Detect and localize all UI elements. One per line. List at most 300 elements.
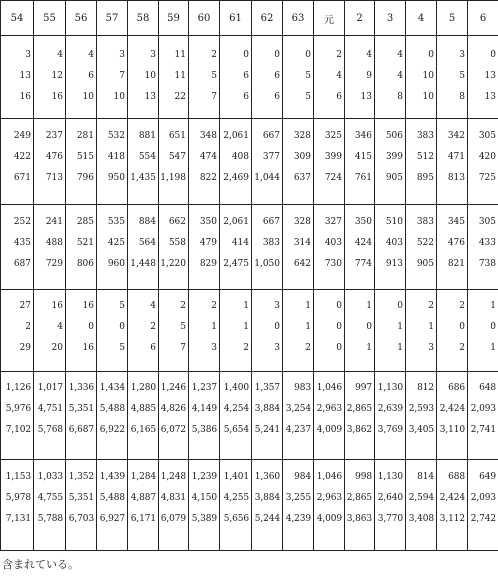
cell-value: 637 [293, 173, 311, 183]
table-cell [1, 460, 34, 551]
cell-value: 4,831 [160, 493, 186, 503]
table-cell [252, 119, 283, 205]
cell-value: 2,093 [470, 493, 496, 503]
cell-value: 6 [336, 92, 342, 102]
cell-value: 5,351 [68, 493, 94, 503]
table-cell [220, 372, 252, 460]
cell-value: 10 [144, 71, 156, 81]
cell-value: 2,640 [377, 493, 403, 503]
cell-value: 812 [417, 383, 434, 393]
cell-value: 5,389 [191, 514, 217, 524]
column-header: 60 [189, 1, 220, 36]
cell-value: 5 [180, 322, 186, 332]
cell-value: 725 [478, 173, 496, 183]
cell-value: 0 [274, 322, 280, 332]
cell-value: 558 [168, 238, 186, 248]
cell-value: 327 [324, 217, 342, 227]
table-cell [437, 372, 468, 460]
table-cell [97, 205, 128, 290]
cell-value: 686 [448, 383, 465, 393]
cell-value: 1,284 [130, 472, 156, 482]
table-cell [283, 372, 314, 460]
cell-value: 488 [45, 238, 63, 248]
cell-value: 6,079 [160, 514, 186, 524]
table-cell [375, 119, 406, 205]
column-header: 61 [220, 1, 252, 36]
cell-value: 0 [119, 322, 125, 332]
cell-value: 5,488 [99, 404, 125, 414]
cell-value: 10 [422, 71, 434, 81]
table-cell [189, 460, 220, 551]
cell-value: 3 [150, 50, 156, 60]
cell-value: 2,963 [316, 404, 342, 414]
cell-value: 1,439 [99, 472, 125, 482]
cell-value: 5,386 [191, 425, 217, 435]
cell-value: 4,751 [37, 404, 63, 414]
table-cell [1, 205, 34, 290]
cell-value: 4 [88, 50, 94, 60]
table-cell [252, 36, 283, 119]
cell-value: 5 [459, 71, 465, 81]
cell-value: 687 [13, 259, 31, 269]
cell-value: 6 [274, 92, 280, 102]
cell-value: 796 [76, 173, 94, 183]
cell-value: 3,862 [346, 425, 372, 435]
cell-value: 471 [447, 152, 465, 162]
table-body [1, 36, 498, 551]
cell-value: 905 [416, 259, 434, 269]
cell-value: 6 [243, 71, 249, 81]
cell-value: 414 [231, 238, 249, 248]
cell-value: 6 [150, 343, 156, 353]
cell-value: 724 [324, 173, 342, 183]
cell-value: 4,149 [191, 404, 217, 414]
cell-value: 2,741 [470, 425, 496, 435]
table-cell [375, 36, 406, 119]
cell-value: 884 [138, 217, 156, 227]
column-header: 55 [34, 1, 66, 36]
table-cell [34, 460, 66, 551]
cell-value: 813 [447, 173, 465, 183]
cell-value: 5 [119, 343, 125, 353]
column-header: 2 [345, 1, 375, 36]
cell-value: 662 [168, 217, 186, 227]
cell-value: 422 [13, 152, 31, 162]
cell-value: 1,044 [254, 173, 280, 183]
table-cell [97, 460, 128, 551]
table-cell [159, 119, 189, 205]
cell-value: 2 [459, 301, 465, 311]
cell-value: 510 [385, 217, 403, 227]
cell-value: 1 [366, 343, 372, 353]
cell-value: 408 [231, 152, 249, 162]
cell-value: 730 [324, 259, 342, 269]
cell-value: 403 [385, 238, 403, 248]
table-cell [345, 205, 375, 290]
cell-value: 895 [416, 173, 434, 183]
cell-value: 4,239 [285, 514, 311, 524]
table-cell [283, 205, 314, 290]
table-cell [128, 460, 159, 551]
cell-value: 4,237 [285, 425, 311, 435]
cell-value: 0 [243, 50, 249, 60]
cell-value: 2,865 [346, 404, 372, 414]
cell-value: 4,887 [130, 493, 156, 503]
cell-value: 309 [293, 152, 311, 162]
table-cell [468, 119, 498, 205]
cell-value: 433 [478, 238, 496, 248]
cell-value: 0 [305, 50, 311, 60]
table-cell [252, 372, 283, 460]
cell-value: 16 [51, 301, 63, 311]
cell-value: 12 [51, 71, 63, 81]
table-row-group [1, 460, 498, 551]
table-cell [283, 36, 314, 119]
cell-value: 1,434 [99, 383, 125, 393]
table-cell [189, 290, 220, 372]
cell-value: 1,400 [223, 383, 249, 393]
table-cell [1, 290, 34, 372]
cell-value: 0 [397, 301, 403, 311]
cell-value: 688 [448, 472, 465, 482]
cell-value: 5 [305, 92, 311, 102]
cell-value: 0 [428, 50, 434, 60]
table-cell [220, 119, 252, 205]
cell-value: 667 [262, 131, 280, 141]
table-cell [66, 290, 97, 372]
cell-value: 1 [397, 343, 403, 353]
cell-value: 305 [478, 131, 496, 141]
table-cell [159, 290, 189, 372]
cell-value: 5 [211, 71, 217, 81]
cell-value: 10 [422, 92, 434, 102]
cell-value: 285 [76, 217, 94, 227]
cell-value: 3,863 [346, 514, 372, 524]
table-cell [406, 36, 437, 119]
cell-value: 2,061 [223, 217, 249, 227]
cell-value: 1 [490, 343, 496, 353]
cell-value: 2,865 [346, 493, 372, 503]
table-cell [220, 290, 252, 372]
cell-value: 281 [76, 131, 94, 141]
cell-value: 13 [144, 92, 156, 102]
cell-value: 3,884 [254, 404, 280, 414]
table-cell [406, 372, 437, 460]
cell-value: 1,046 [316, 383, 342, 393]
cell-value: 4 [397, 71, 403, 81]
column-header: 56 [66, 1, 97, 36]
cell-value: 16 [51, 92, 63, 102]
cell-value: 649 [479, 472, 496, 482]
cell-value: 0 [490, 50, 496, 60]
cell-value: 3 [119, 50, 125, 60]
cell-value: 10 [113, 92, 125, 102]
cell-value: 314 [293, 238, 311, 248]
cell-value: 535 [107, 217, 125, 227]
cell-value: 564 [138, 238, 156, 248]
cell-value: 2,475 [223, 259, 249, 269]
column-header: 4 [406, 1, 437, 36]
cell-value: 738 [478, 259, 496, 269]
cell-value: 4 [57, 322, 63, 332]
cell-value: 420 [478, 152, 496, 162]
table-cell [66, 119, 97, 205]
cell-value: 4 [336, 71, 342, 81]
cell-value: 342 [447, 131, 465, 141]
cell-value: 8 [459, 92, 465, 102]
cell-value: 2 [211, 301, 217, 311]
cell-value: 4,150 [191, 493, 217, 503]
cell-value: 2 [180, 301, 186, 311]
cell-value: 671 [13, 173, 31, 183]
cell-value: 6,703 [68, 514, 94, 524]
column-header: 57 [97, 1, 128, 36]
cell-value: 1,220 [160, 259, 186, 269]
table-cell [468, 205, 498, 290]
cell-value: 16 [19, 92, 31, 102]
cell-value: 522 [416, 238, 434, 248]
table-cell [314, 372, 345, 460]
cell-value: 1 [211, 322, 217, 332]
cell-value: 1,237 [191, 383, 217, 393]
table-cell [97, 36, 128, 119]
cell-value: 7,131 [5, 514, 31, 524]
cell-value: 425 [107, 238, 125, 248]
cell-value: 642 [293, 259, 311, 269]
table-cell [128, 290, 159, 372]
table-cell [283, 290, 314, 372]
cell-value: 3,254 [285, 404, 311, 414]
table-cell [159, 372, 189, 460]
cell-value: 4,009 [316, 425, 342, 435]
cell-value: 2,093 [470, 404, 496, 414]
table-cell [128, 119, 159, 205]
table-cell [437, 205, 468, 290]
cell-value: 13 [360, 92, 372, 102]
cell-value: 377 [262, 152, 280, 162]
table-cell [128, 205, 159, 290]
cell-value: 5,654 [223, 425, 249, 435]
cell-value: 4 [57, 50, 63, 60]
cell-value: 346 [354, 131, 372, 141]
cell-value: 2,639 [377, 404, 403, 414]
cell-value: 16 [82, 343, 94, 353]
cell-value: 2,963 [316, 493, 342, 503]
cell-value: 1 [366, 301, 372, 311]
cell-value: 1,435 [130, 173, 156, 183]
cell-value: 0 [336, 322, 342, 332]
cell-value: 3 [459, 50, 465, 60]
cell-value: 3 [428, 343, 434, 353]
table-cell [189, 372, 220, 460]
table-cell [406, 119, 437, 205]
table-row-group [1, 290, 498, 372]
table-cell [1, 119, 34, 205]
header-row [1, 1, 498, 36]
table-row-group [1, 36, 498, 119]
cell-value: 1,246 [160, 383, 186, 393]
table-cell [159, 205, 189, 290]
table-row-group [1, 372, 498, 460]
column-header: 3 [375, 1, 406, 36]
column-header: 62 [252, 1, 283, 36]
table-cell [97, 290, 128, 372]
table-cell [97, 119, 128, 205]
cell-value: 4,254 [223, 404, 249, 414]
cell-value: 305 [478, 217, 496, 227]
cell-value: 547 [168, 152, 186, 162]
cell-value: 950 [107, 173, 125, 183]
cell-value: 6,687 [68, 425, 94, 435]
cell-value: 348 [199, 131, 217, 141]
table-cell [34, 205, 66, 290]
cell-value: 13 [19, 71, 31, 81]
cell-value: 5,788 [37, 514, 63, 524]
cell-value: 325 [324, 131, 342, 141]
cell-value: 328 [293, 217, 311, 227]
cell-value: 5,978 [5, 493, 31, 503]
table-cell [345, 372, 375, 460]
cell-value: 1,352 [68, 472, 94, 482]
cell-value: 6 [88, 71, 94, 81]
cell-value: 6,165 [130, 425, 156, 435]
table-cell [189, 36, 220, 119]
cell-value: 648 [479, 383, 496, 393]
cell-value: 2 [428, 301, 434, 311]
cell-value: 3,255 [285, 493, 311, 503]
table-cell [220, 205, 252, 290]
cell-value: 3,884 [254, 493, 280, 503]
cell-value: 998 [355, 472, 372, 482]
cell-value: 479 [199, 238, 217, 248]
table-row-group [1, 205, 498, 290]
cell-value: 3 [25, 50, 31, 60]
cell-value: 984 [294, 472, 311, 482]
cell-value: 761 [354, 173, 372, 183]
table-cell [1, 36, 34, 119]
cell-value: 418 [107, 152, 125, 162]
cell-value: 1 [490, 301, 496, 311]
table-cell [128, 372, 159, 460]
cell-value: 729 [45, 259, 63, 269]
cell-value: 16 [82, 301, 94, 311]
table-cell [66, 460, 97, 551]
cell-value: 532 [107, 131, 125, 141]
table-cell [97, 372, 128, 460]
cell-value: 383 [416, 217, 434, 227]
cell-value: 4,255 [223, 493, 249, 503]
cell-value: 13 [484, 92, 496, 102]
column-header: 6 [468, 1, 498, 36]
cell-value: 983 [294, 383, 311, 393]
cell-value: 3,112 [439, 514, 465, 524]
table-cell [34, 290, 66, 372]
cell-value: 1 [243, 301, 249, 311]
cell-value: 0 [366, 322, 372, 332]
column-header: 63 [283, 1, 314, 36]
cell-value: 4,009 [316, 514, 342, 524]
cell-value: 6,072 [160, 425, 186, 435]
cell-value: 6,922 [99, 425, 125, 435]
cell-value: 383 [416, 131, 434, 141]
cell-value: 913 [385, 259, 403, 269]
cell-value: 350 [199, 217, 217, 227]
cell-value: 2 [459, 343, 465, 353]
cell-value: 0 [336, 343, 342, 353]
cell-value: 383 [262, 238, 280, 248]
cell-value: 4 [150, 301, 156, 311]
cell-value: 3,408 [408, 514, 434, 524]
cell-value: 5,244 [254, 514, 280, 524]
cell-value: 1,126 [5, 383, 31, 393]
table-cell [220, 460, 252, 551]
table-cell [66, 372, 97, 460]
cell-value: 474 [199, 152, 217, 162]
cell-value: 399 [324, 152, 342, 162]
table-cell [468, 290, 498, 372]
column-header: 58 [128, 1, 159, 36]
cell-value: 905 [385, 173, 403, 183]
cell-value: 5,656 [223, 514, 249, 524]
cell-value: 476 [45, 152, 63, 162]
cell-value: 29 [19, 343, 31, 353]
cell-value: 5,488 [99, 493, 125, 503]
cell-value: 435 [13, 238, 31, 248]
cell-value: 667 [262, 217, 280, 227]
cell-value: 5 [119, 301, 125, 311]
cell-value: 1,050 [254, 259, 280, 269]
cell-value: 521 [76, 238, 94, 248]
cell-value: 822 [199, 173, 217, 183]
cell-value: 350 [354, 217, 372, 227]
cell-value: 476 [447, 238, 465, 248]
table-cell [345, 460, 375, 551]
cell-value: 2,424 [439, 404, 465, 414]
table-cell [314, 460, 345, 551]
cell-value: 7 [119, 71, 125, 81]
cell-value: 1,448 [130, 259, 156, 269]
table-cell [159, 36, 189, 119]
cell-value: 3,769 [377, 425, 403, 435]
cell-value: 1 [305, 322, 311, 332]
table-cell [128, 36, 159, 119]
cell-value: 241 [45, 217, 63, 227]
table-cell [468, 460, 498, 551]
cell-value: 2,424 [439, 493, 465, 503]
cell-value: 829 [199, 259, 217, 269]
table-cell [1, 372, 34, 460]
cell-value: 0 [274, 50, 280, 60]
cell-value: 20 [51, 343, 63, 353]
cell-value: 814 [417, 472, 434, 482]
cell-value: 1,153 [5, 472, 31, 482]
cell-value: 1 [243, 322, 249, 332]
cell-value: 6 [243, 92, 249, 102]
cell-value: 1 [428, 322, 434, 332]
cell-value: 11 [174, 50, 186, 60]
table-cell [437, 36, 468, 119]
cell-value: 3,770 [377, 514, 403, 524]
cell-value: 1,401 [223, 472, 249, 482]
cell-value: 881 [138, 131, 156, 141]
table-cell [375, 372, 406, 460]
cell-value: 2,593 [408, 404, 434, 414]
column-header: 54 [1, 1, 34, 36]
table-cell [406, 460, 437, 551]
cell-value: 5 [305, 71, 311, 81]
cell-value: 249 [13, 131, 31, 141]
cell-value: 774 [354, 259, 372, 269]
